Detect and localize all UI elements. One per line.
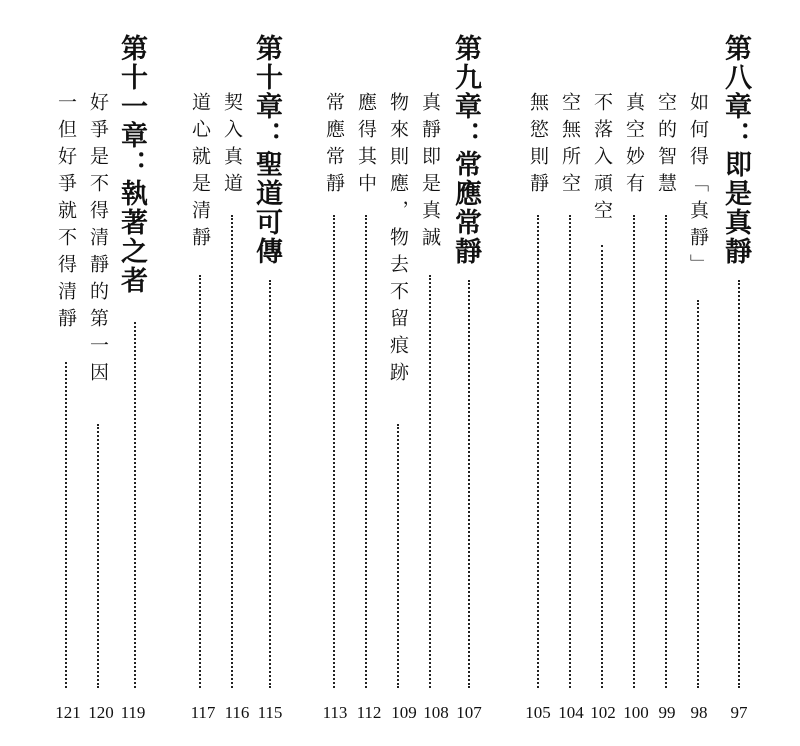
ch9-section-2-leader — [397, 424, 399, 688]
ch9-section-4: 常應常靜 — [323, 92, 345, 200]
chapter-11-title: 第十一章：執著之者 — [116, 34, 147, 295]
ch9-section-4-leader — [333, 215, 335, 688]
chapter-10-page: 115 — [257, 703, 283, 722]
ch8-section-6-leader — [537, 215, 539, 688]
ch9-section-3-leader — [365, 215, 367, 688]
ch8-section-1-page: 98 — [690, 703, 708, 722]
ch8-section-5-page: 104 — [558, 703, 584, 722]
ch8-section-6-page: 105 — [525, 703, 551, 722]
ch11-section-1: 好爭是不得清靜的第一因 — [87, 92, 109, 389]
ch8-section-5: 空無所空 — [559, 92, 581, 200]
ch8-section-2-page: 99 — [658, 703, 676, 722]
ch9-section-1: 真靜即是真誠 — [419, 92, 441, 254]
ch8-section-1: 如何得「真靜」 — [687, 92, 709, 281]
ch10-section-1-page: 116 — [224, 703, 250, 722]
chapter-11-page: 119 — [120, 703, 146, 722]
chapter-9-page: 107 — [456, 703, 482, 722]
ch8-section-1-leader — [697, 300, 699, 688]
ch8-section-4: 不落入頑空 — [591, 92, 613, 227]
ch11-section-2: 一但好爭就不得清靜 — [55, 92, 77, 335]
chapter-11-leader — [134, 322, 136, 688]
ch9-section-3-page: 112 — [356, 703, 382, 722]
ch11-section-1-leader — [97, 424, 99, 688]
ch10-section-2-leader — [199, 275, 201, 688]
ch9-section-2: 物來則應，物去不留痕跡 — [387, 92, 409, 389]
chapter-8-leader — [738, 280, 740, 688]
ch8-section-3-leader — [633, 215, 635, 688]
ch10-section-2-page: 117 — [190, 703, 216, 722]
ch8-section-4-page: 102 — [590, 703, 616, 722]
ch11-section-1-page: 120 — [88, 703, 114, 722]
chapter-9-leader — [468, 280, 470, 688]
chapter-10-title: 第十章：聖道可傳 — [251, 34, 282, 266]
chapter-8-page: 97 — [730, 703, 748, 722]
ch8-section-3-page: 100 — [623, 703, 649, 722]
ch9-section-4-page: 113 — [322, 703, 348, 722]
ch8-section-5-leader — [569, 215, 571, 688]
ch10-section-2: 道心就是清靜 — [189, 92, 211, 254]
ch11-section-2-page: 121 — [55, 703, 81, 722]
ch10-section-1: 契入真道 — [221, 92, 243, 200]
ch9-section-3: 應得其中 — [355, 92, 377, 200]
chapter-9-title: 第九章：常應常靜 — [450, 34, 481, 266]
ch9-section-2-page: 109 — [391, 703, 417, 722]
chapter-8-title: 第八章：即是真靜 — [720, 34, 751, 266]
ch10-section-1-leader — [231, 215, 233, 688]
ch9-section-1-leader — [429, 275, 431, 688]
ch9-section-1-page: 108 — [423, 703, 449, 722]
ch8-section-3: 真空妙有 — [623, 92, 645, 200]
ch8-section-4-leader — [601, 245, 603, 688]
ch11-section-2-leader — [65, 362, 67, 688]
ch8-section-6: 無慾則靜 — [527, 92, 549, 200]
ch8-section-2-leader — [665, 215, 667, 688]
chapter-10-leader — [269, 280, 271, 688]
ch8-section-2: 空的智慧 — [655, 92, 677, 200]
